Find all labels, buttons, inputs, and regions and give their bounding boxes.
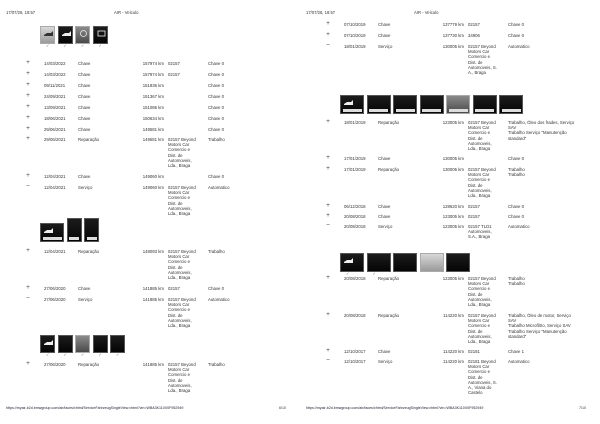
- brake-icon: [499, 95, 523, 114]
- inspection-icon: ✓: [93, 335, 108, 353]
- expand-icon[interactable]: +: [326, 118, 330, 125]
- expand-icon[interactable]: +: [26, 125, 30, 132]
- expand-icon[interactable]: +: [326, 20, 330, 27]
- expand-icon[interactable]: +: [326, 212, 330, 219]
- document-page-left: 17/07/26, 18:57 AIR - Veículo ✓ ✓ ✓ ✓ + 14/03/2022 Chave 157974 km 02157 Chave 0 + 14/03/2022 Chave 157974 km 02157 Chave 0 + 09/11/2021 Chave 151836 km Chave 0 + 24/09/2021 Chave 151367 km Chave 0 + 13/09/2021 Chave 151086 km Chave 0 + 18/06/2021 Chave 150634 km Chave 0 + 29/06/2021 Chave 149581 km Chave 0 + 29/06/2021 Reparação 149581 km 02157 Beyond Motors Car Comercio e Dist. de Automoveis, Lda., Braga Trabalho + 12/04/2021 Chave 149060 km Chave 0 − 12/04/2021 Serviço 149060 km 02157 Beyond Motors Car Comercio e Dist. de Automoveis, Lda., Braga Automatico + 12/04/2021 Reparação 148093 km 02157 Beyond Motors Car Comercio e Dist. de Automoveis, Lda., Braga Trabalho + 27/06/2020 Chave 141885 km 02157 Chave 0 − 27/06/2020 Serviço 141885 km 02157 Beyond Motors Car Comercio e Dist. de Automoveis, Lda., Braga Automatico ✓ ✓ ✓ ✓ ✓ + 27/06/2020 Reparação 141885 km 02157 Beyond Motors Car Comercio e Dist. de Automoveis, Lda., Braga Trabalho https://myair-b2d.bmwgroup.com/air/faces/xhtml/ServiceFahrzeugSingleView.xhtml?vin=WBA3K110X0F952949 6/10: [6, 6, 290, 418]
- expand-icon[interactable]: +: [326, 154, 330, 161]
- collapse-icon[interactable]: −: [326, 222, 330, 229]
- service-wrench-icon: [446, 95, 470, 114]
- page-number: 6/10: [279, 406, 286, 410]
- footer-url[interactable]: https://myair-b2d.bmwgroup.com/air/faces/xhtml/ServiceFahrzeugSingleView.xhtml?vin=WBA3K110X0F952949: [306, 406, 484, 410]
- footer-url[interactable]: https://myair-b2d.bmwgroup.com/air/faces/xhtml/ServiceFahrzeugSingleView.xhtml?vin=WBA3K110X0F952949: [6, 406, 184, 410]
- expand-icon[interactable]: +: [26, 70, 30, 77]
- service-icon-strip: [340, 86, 523, 114]
- expand-icon[interactable]: +: [326, 274, 330, 281]
- header-title: AIR - Veículo: [114, 10, 139, 15]
- collapse-icon[interactable]: −: [26, 295, 30, 302]
- collapse-icon[interactable]: −: [26, 183, 30, 190]
- service-wrench-icon: ✓: [110, 335, 125, 353]
- expand-icon[interactable]: +: [326, 165, 330, 172]
- expand-icon[interactable]: +: [26, 59, 30, 66]
- oil-can-icon: [473, 95, 497, 114]
- expand-icon[interactable]: +: [326, 202, 330, 209]
- expand-icon[interactable]: +: [26, 92, 30, 99]
- oil-can-icon: ✓: [40, 335, 55, 353]
- expand-icon[interactable]: +: [326, 31, 330, 38]
- collapse-icon[interactable]: −: [326, 357, 330, 364]
- page-footer: [306, 406, 590, 414]
- service-wrench-icon: ✓: [58, 26, 73, 44]
- collapse-icon[interactable]: −: [326, 42, 330, 49]
- status-icon-strip: [40, 16, 108, 48]
- brake-icon: [393, 95, 417, 114]
- page-header: [306, 8, 590, 18]
- page-number: 7/10: [579, 406, 586, 410]
- expand-icon[interactable]: +: [26, 247, 30, 254]
- service-wrench-icon: [367, 95, 391, 114]
- service-wrench-icon: [67, 218, 82, 242]
- expand-icon[interactable]: +: [26, 284, 30, 291]
- oil-can-icon: ✓: [40, 26, 55, 44]
- repair-icon-strip: [40, 325, 125, 357]
- brake-icon: [393, 253, 417, 272]
- inspection-icon: [420, 95, 444, 114]
- service-wrench-icon: ✓: [367, 253, 391, 272]
- inspection-icon: ✓: [93, 26, 108, 44]
- service-wrench-icon: ✓: [58, 335, 73, 353]
- expand-icon[interactable]: +: [26, 360, 30, 367]
- oil-can-icon: [340, 95, 364, 114]
- expand-icon[interactable]: +: [26, 103, 30, 110]
- expand-icon[interactable]: +: [26, 135, 30, 142]
- inspection-icon: [420, 253, 444, 272]
- brake-icon: ✓: [75, 335, 90, 353]
- header-timestamp: 17/07/26, 18:57: [306, 10, 336, 15]
- expand-icon[interactable]: +: [326, 347, 330, 354]
- brake-icon: [84, 218, 99, 242]
- brake-icon: ✓: [75, 26, 90, 44]
- header-timestamp: 17/07/26, 18:57: [6, 10, 36, 15]
- header-title: AIR - Veículo: [414, 10, 439, 15]
- expand-icon[interactable]: +: [326, 311, 330, 318]
- expand-icon[interactable]: +: [26, 114, 30, 121]
- expand-icon[interactable]: +: [26, 172, 30, 179]
- oil-can-icon: ✓: [340, 253, 364, 272]
- service-icon-strip: [40, 214, 99, 242]
- page-footer: [6, 406, 290, 414]
- document-page-right: 17/07/26, 18:57 AIR - Veículo + 07/10/2019 Chave 137779 km 02157 Chave 0 + 07/10/2019 Chave 137730 km 34906 Chave 0 − 18/01/2019 Serviço 130005 km 02157 Beyond Motors Car Comercio e Dist. de Automoveis, S. A., Braga Automatico + 18/01/2019 Reparação 123005 km 02157 Beyond Motors Car Comercio e Dist. de Automoveis, Lda., Braga Trabalho, Óleo dos frades, Serviço SAV Trabalho Serviço "Manutenção standard" + 17/01/2019 Chave 130005 km Chave 0 + 17/01/2019 Reparação 130005 km 02157 Beyond Motors Car Comercio e Dist. de Automoveis, Lda., Braga Trabalho Trabalho + 06/12/2018 Chave 128620 km 02157 Chave 0 + 20/08/2018 Chave 123005 km 02157 Chave 0 − 20/08/2018 Serviço 123005 km 02157 TLD1 Automoveis, S.A., Braga Automatico ✓ ✓ + 20/08/2018 Reparação 123005 km 02157 Beyond Motors Car Comercio e Dist. de Automoveis, Lda., Braga Trabalho Trabalho + 20/08/2018 Reparação 114220 km 02157 Beyond Motors Car Comercio e Dist. de Automoveis, Lda., Braga Trabalho, Óleo de motor, Serviço SAV Trabalho Microfiltro, Serviço SAV Trabalho Serviço "Manutenção standard" + 12/10/2017 Chave 114220 km 02181 Chave 1 − 12/10/2017 Serviço 114220 km 02181 Beyond Motors Car Comercio e Dist. de Automoveis, S. A., Viana do Castelo Automatico https://myair-b2d.bmwgroup.com/air/faces/xhtml/ServiceFahrzeugSingleView.xhtml?vin=WBA3K110X0F952949 7/10: [306, 6, 590, 418]
- oil-can-icon: [40, 223, 64, 242]
- service-wrench-icon: [446, 253, 470, 272]
- repair-icon-strip: [340, 244, 470, 276]
- expand-icon[interactable]: +: [26, 81, 30, 88]
